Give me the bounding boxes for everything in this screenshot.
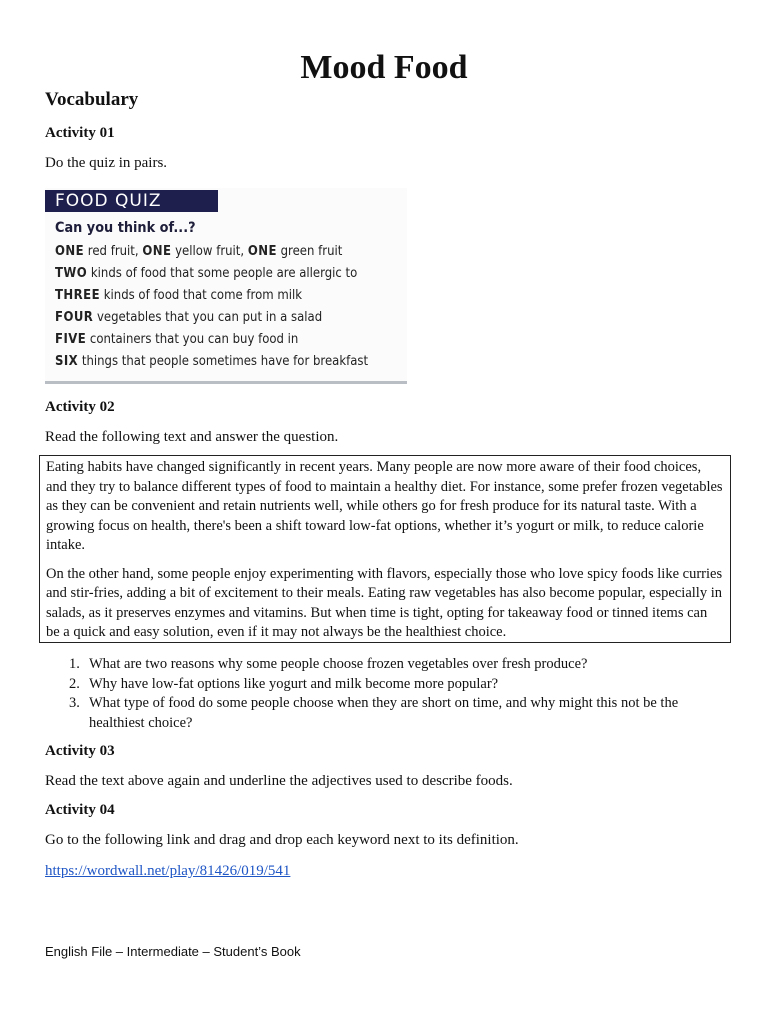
activity-2-instruction: Read the following text and answer the question.: [45, 429, 339, 445]
quiz-line: THREE kinds of food that come from milk: [55, 288, 303, 303]
activity-3-instruction: Read the text above again and underline the adjectives used to describe foods.: [45, 773, 513, 789]
footer-source: English File – Intermediate – Student’s Book: [45, 944, 301, 959]
quiz-line: ONE red fruit, ONE yellow fruit, ONE green fruit: [55, 244, 343, 259]
food-quiz-image: [45, 188, 407, 384]
activity-3-label: Activity 03: [45, 743, 115, 759]
activity-1-label: Activity 01: [45, 125, 115, 141]
question-item: 1. What are two reasons why some people choose frozen vegetables over fresh produce?: [69, 656, 588, 672]
wordwall-link[interactable]: https://wordwall.net/play/81426/019/541: [45, 863, 291, 879]
quiz-divider: [45, 381, 407, 384]
activity-4-instruction: Go to the following link and drag and drop each keyword next to its definition.: [45, 832, 519, 848]
quiz-line: TWO kinds of food that some people are allergic to: [55, 266, 358, 281]
reading-text-box: [39, 455, 731, 643]
question-item: 2. Why have low-fat options like yogurt and milk become more popular?: [69, 675, 499, 692]
activity-1-instruction: Do the quiz in pairs.: [45, 155, 168, 171]
quiz-subtitle: Can you think of...?: [55, 220, 196, 236]
quiz-line: FIVE containers that you can buy food in: [55, 332, 299, 347]
quiz-header: FOOD QUIZ: [45, 190, 218, 212]
question-item: 3. What type of food do some people choose when they are short on time, and why might this not be the healthiest choice?: [69, 695, 679, 731]
activity-2-label: Activity 02: [45, 399, 115, 415]
activity-4-label: Activity 04: [45, 802, 115, 818]
section-heading: Vocabulary: [45, 89, 139, 110]
page-title: Mood Food: [300, 49, 468, 86]
quiz-line: FOUR vegetables that you can put in a salad: [55, 310, 323, 325]
question-list: [45, 655, 725, 733]
reading-paragraph-1: Eating habits have changed significantly in recent years. Many people are now more aware of their food choices, and they try to balance different types of food to maintain a healthy diet. For instance, some prefer frozen vegetables as they can be convenient and retain nutrients well, while others go for fresh produce for its natural taste. With a growing focus on health, there's been a shift toward low-fat options, whether it’s yogurt or milk, to reduce calorie intake.: [46, 459, 723, 553]
reading-paragraph-2: On the other hand, some people enjoy experimenting with flavors, especially those who love spicy foods like curries and stir-fries, adding a bit of excitement to their meals. Eating raw vegetables has also become popular, especially in salads, as it preserves enzymes and vitamins. But when time is tight, opting for takeaway food or tinned items can be a quick and easy solution, even if it may not always be the healthiest choice.: [46, 565, 723, 640]
quiz-line: SIX things that people sometimes have for breakfast: [55, 354, 369, 369]
